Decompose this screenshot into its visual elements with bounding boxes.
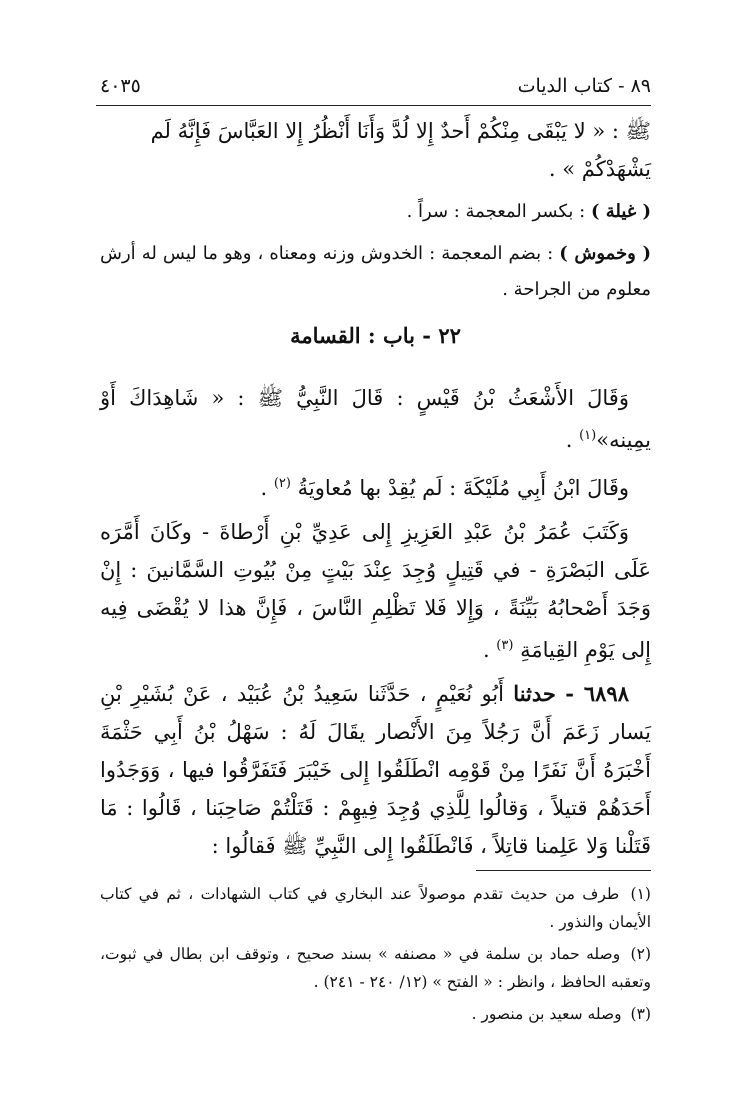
hadith-narration-word: حدثنا [513, 681, 556, 706]
paragraph-text: وَقَالَ الأَشْعَثُ بْنُ قَيْسٍ : قَالَ النَّبِيُّ ﷺ : « شَاهِدَاكَ أَوْ يمِينه» [100, 386, 651, 452]
footnote-marker: (٣) [630, 1005, 651, 1023]
footnotes [100, 880, 651, 1032]
paragraph [100, 379, 651, 459]
gloss-definition: : بضم المعجمة : الخدوش وزنه ومعناه ، وهو ما ليس له أرش معلوم من الجراحة . [100, 243, 651, 300]
footnote-ref: (١) [579, 428, 597, 443]
hadith-text: أَبُو نُعَيْمٍ ، حَدَّثَنا سَعِيدُ بْنُ عُبَيْد ، عَنْ بُشَيْرِ بْنِ يَسار زَعَمَ أَنَّ رَجُلاً مِنَ الأَنْصار يقَالَ لَهُ : سَهْلُ بْنُ أَبِي حَثْمَةَ أَخْبَرَهُ أَنَّ نَفَرًا مِنْ قَوْمِه انْطَلَقُوا إِلى خَيْبَرَ فَتَفَرَّقُوا فيها ، وَوَجَدُوا أَحَدَهُمْ قتيلاً ، وَقالُوا لِلَّذِي وُجِدَ فِيهِمْ : قَتَلْتُمْ صَاحِبَنا ، قَالُوا : مَا قَتَلْنا وَلا عَلِمنا قاتِلاً ، فَانْطَلَقُوا إِلى النَّبِيِّ ﷺ فَقالُوا : [100, 682, 651, 858]
footnote-text: طرف من حديث تقدم موصولاً عند البخاري في كتاب الشهادات ، ثم في كتاب الأيمان والنذور . [100, 885, 651, 931]
text-line: ﷺ : « لا يَبْقَى مِنْكُمْ أَحدٌ إِلا لُدَّ وَأَنَا أَنْظُرُ إِلا العَبَّاسَ فَإِنَّهُ لَم [150, 119, 651, 143]
footnote-marker: (٢) [630, 945, 651, 963]
footnote [100, 940, 651, 996]
footnote [100, 880, 651, 936]
paragraph-end: . [565, 428, 580, 452]
footnote-text: وصله حماد بن سلمة في « مصنفه » بسند صحيح ، وتوقف ابن بطال في ثبوت، وتعقبه الحافظ ، وانظر : « الفتح » (١٢/ ٢٤٠ - ٢٤١) . [100, 945, 651, 991]
footnote-ref: (٣) [496, 638, 514, 653]
paragraph-end: . [260, 476, 274, 500]
main-text [100, 112, 651, 865]
gloss-term: ( وخموش ) [559, 243, 651, 264]
gloss-term: ( غيلة ) [590, 201, 651, 222]
gloss-entry [100, 194, 651, 230]
gloss-entry [100, 236, 651, 308]
paragraph-text: وقَالَ ابْنُ أَبِي مُلَيْكَةَ : لَم يُقِدْ بها مُعاويَةُ [290, 476, 629, 500]
footnote-text: وصله سعيد بن منصور . [471, 1005, 622, 1023]
text-line: يَشْهَدْكُمْ » . [548, 157, 651, 181]
paragraph [100, 465, 651, 507]
hadith-paragraph [100, 675, 651, 865]
page-header [100, 70, 651, 102]
hadith-number: ٦٨٩٨ - [565, 681, 629, 706]
footnote-marker: (١) [630, 885, 651, 903]
paragraph [100, 513, 651, 669]
chapter-title: ٨٩ - كتاب الديات [517, 75, 651, 97]
footnote-divider [476, 870, 651, 871]
gloss-definition: : بكسر المعجمة : سراً . [406, 201, 586, 222]
footnote-ref: (٢) [273, 476, 291, 491]
footnote [100, 1000, 651, 1028]
page-number: ٤٠٣٥ [100, 75, 141, 97]
paragraph-end: . [482, 638, 497, 662]
header-divider [96, 105, 651, 106]
section-heading: ٢٢ - باب : القسامة [290, 323, 461, 348]
paragraph-text: وَكَتَبَ عُمَرُ بْنُ عَبْدِ العَزِيزِ إِلى عَدِيِّ بْنِ أَرْطاةَ - وكَانَ أَمَّرَه عَلَى البَصْرَةِ - في قَتِيلٍ وُجِدَ عِنْدَ بَيْتٍ مِنْ بُيُوتِ السَّمَّانينَ : إِنْ وَجَدَ أَصْحابُهُ بَيِّنَةً ، وَإِلا فَلا تَظْلِمِ النَّاسَ ، فَإِنَّ هذا لا يُقْضَى فِيه إِلى يَوْمِ القِيامَةِ [100, 520, 651, 662]
